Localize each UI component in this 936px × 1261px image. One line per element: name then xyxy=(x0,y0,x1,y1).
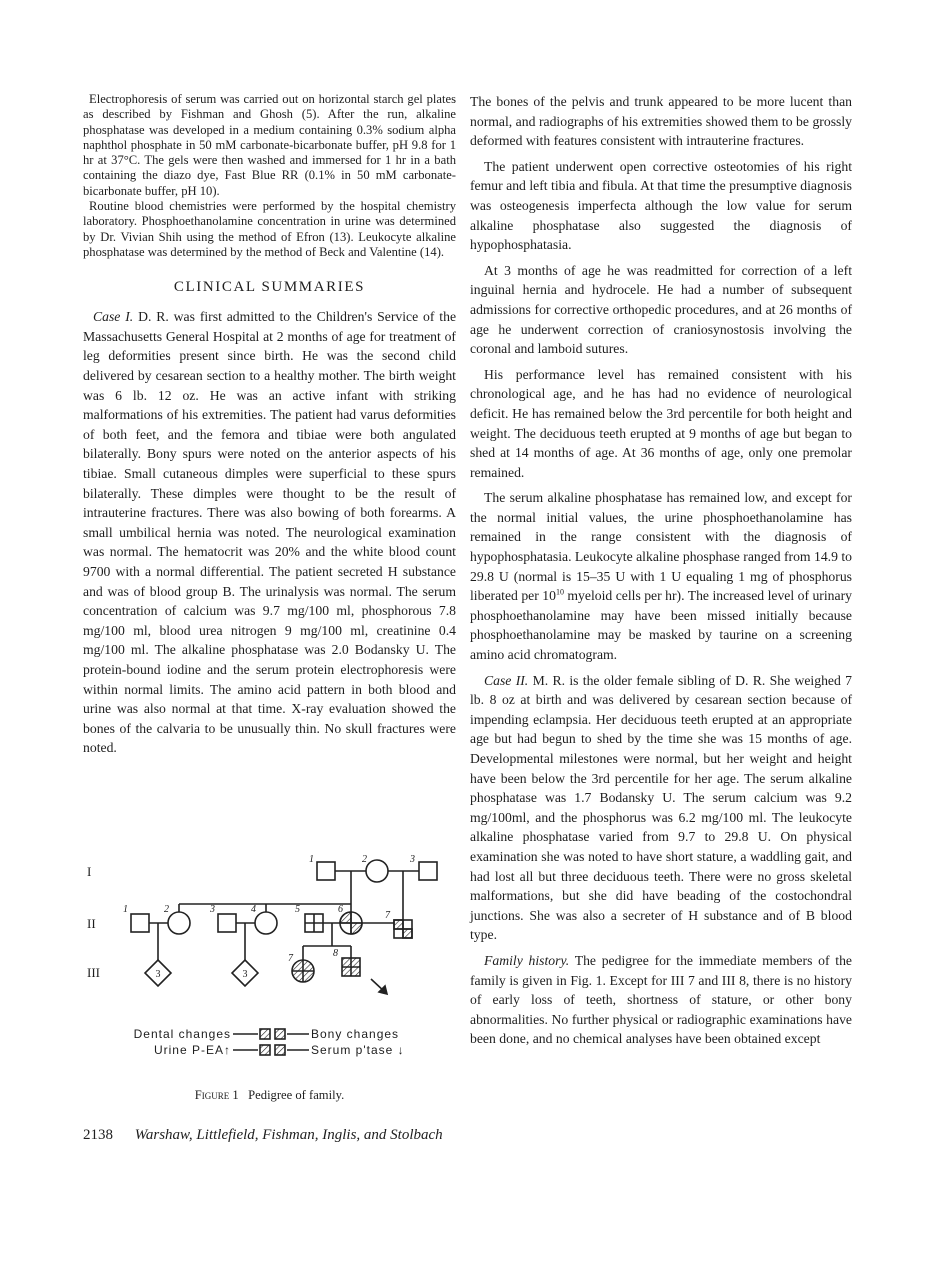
figure-caption-text: Pedigree of family. xyxy=(248,1088,345,1102)
left-column xyxy=(83,92,456,758)
label-III-8: 8 xyxy=(333,948,338,959)
case-2-label: Case II. xyxy=(484,672,529,688)
paragraph-performance: His performance level has remained consistent with his chronological age, and he has had no evidence of neurological deficit. He has remained below the 3rd percentile for both height and weight. The deciduous teeth erupted at 9 months of age but began to shed at 14 months of age. At 36 months of age, only one premolar remained. xyxy=(470,366,852,480)
paragraph-serum-phosphatase-b: myeloid cells per hr). The increased level of urinary phosphoethanolamine may have been missed initially because phosphoethanolamine may be masked by taurine on a screening amino acid chromatogram. xyxy=(470,588,852,663)
right-column xyxy=(470,92,852,1049)
pedigree-II-3-male xyxy=(218,914,236,932)
methods-paragraph-electrophoresis: Electrophoresis of serum was carried out on horizontal starch gel plates as described by Fishman and Ghosh (5). After the run, alkaline phosphatase was developed in a medium containing 0.3% sodium alpha naphthol phosphate in 50 mM carbonate-bicarbonate buffer, pH 9.8 for 1 hr at 37°C. The gels were then washed and immersed for 1 hr in a bath containing the diazo dye, Fast Blue RR (0.1% in 50 mM carbonate-bicarbonate buffer, pH 10). xyxy=(83,92,456,198)
page-footer xyxy=(83,1127,853,1144)
page-number: 2138 xyxy=(83,1127,113,1143)
pedigree-I-2-female xyxy=(366,860,388,882)
legend-dental-changes: Dental changes xyxy=(133,1027,231,1041)
offspring-count-2: 3 xyxy=(242,969,248,980)
label-II-6: 6 xyxy=(338,904,343,915)
family-history-label: Family history. xyxy=(484,952,570,968)
case-2-text: M. R. is the older female sibling of D. R. She weighed 7 lb. 8 oz at birth and was delivered by cesarean section because of impending eclampsia. Her deciduous teeth erupted at an appropriate age but had begun to shed by the time she was 15 months of age. Developmental milestones were normal, but her weight and height have been below the 3rd percentile for her age. The serum alkaline phosphatase was 1.7 Bodansky U. The serum calcium was 9.2 mg/100ml, and the phosphorus was 6.2 mg/100 ml. The leukocyte alkaline phosphatase varied from 9.7 to 29.8 U. On physical examination she was noted to have short stature, a waddling gait, and had lost all but three deciduous teeth. There were no gross skeletal malformations, but she did have beading of the costochondral junctions. She was also a secreter of H substance and of B blood type. xyxy=(470,672,853,943)
offspring-count-1: 3 xyxy=(155,969,161,980)
pedigree-I-3-male xyxy=(419,862,437,880)
case-1-text: D. R. was first admitted to the Children's Service of the Massachusetts General Hospital at 2 months of age for treatment of leg deformities present since birth. He was the second child delivered by cesarean section to a healthy mother. The birth weight was 6 lb. 12 oz. He was an active infant with striking malformations of his extremities. The patient had varus deformities of both feet, and the femora and tibiae were both angulated bilaterally. Bony spurs were noted on the anterior aspects of his tibiae. Small cutaneous dimples were superficial to these spurs bilaterally. These dimples were thought to be the result of intrauterine fractures. There was also bowing of both forearms. A small umbilical hernia was noted. The neurological examination was normal. The hematocrit was 20% and the white blood count 9700 with a normal differential. The patient secreted H substance and was of blood group B. The urinalysis was normal. The serum concentration of calcium was 9.7 mg/100 ml, phosphorous 7.8 mg/100 ml, blood urea nitrogen 9 mg/100 ml, creatinine 0.4 mg/100 ml. The alkaline phosphatase was 2.0 Bodansky U. The protein-bound iodine and the serum protein electrophoresis were within normal limits. The amino acid pattern in both blood and urine was also normal at that time. X-ray evaluation showed the bones of the calvaria to be unusually thin. No skull fractures were noted. xyxy=(83,309,457,756)
pedigree-II-1-male xyxy=(131,914,149,932)
pedigree-II-4-female xyxy=(255,912,277,934)
label-II-7: 7 xyxy=(385,910,390,921)
label-I-2: 2 xyxy=(362,854,367,865)
figure-caption xyxy=(83,1088,456,1103)
pedigree-I-1-male xyxy=(317,862,335,880)
legend-serum-ptase: Serum p'tase ↓ xyxy=(311,1043,405,1057)
case-1-label: Case I. xyxy=(93,309,134,325)
label-II-1: 1 xyxy=(123,904,128,915)
legend-bony-changes: Bony changes xyxy=(311,1027,400,1041)
paragraph-readmission: At 3 months of age he was readmitted for correction of a left inguinal hernia and hydrocele. He had a number of subsequent admissions for corrective orthopedic procedures, and at 26 months of age he underwent correction of craniosynostosis involving the coronal and lamboid sutures. xyxy=(470,262,852,357)
generation-label-III: III xyxy=(87,965,100,980)
label-II-3: 3 xyxy=(210,904,215,915)
label-II-5: 5 xyxy=(295,904,300,915)
family-history-paragraph xyxy=(470,951,852,1049)
paragraph-serum-phosphatase xyxy=(470,488,852,664)
exponent: 10 xyxy=(555,587,564,597)
family-history-text: The pedigree for the immediate members of the family is given in Fig. 1. Except for III 7 and III 8, there is no history of early loss of teeth, shortness of stature, or other bony abnormalities. No further physical or radiographic examinations have been done, and no chemical analyses have been obtained except xyxy=(470,952,852,1047)
paragraph-serum-phosphatase-a: The serum alkaline phosphatase has remained low, and except for the normal initial values, the urine phosphoethanolamine has remained in the range consistent with the diagnosis of hypophosphatasia. Leukocyte alkaline phosphase ranged from 14.9 to 29.8 U (normal is 15–35 U with 1 U equaling 1 mg of phosphorus liberated per 10 xyxy=(470,490,853,604)
generation-label-II: II xyxy=(87,916,96,931)
label-II-2: 2 xyxy=(164,904,169,915)
paragraph-bones: The bones of the pelvis and trunk appeared to be more lucent than normal, and radiographs of his extremities showed them to be grossly deformed with features consistent with intrauterine fractures. xyxy=(470,94,852,149)
label-I-1: 1 xyxy=(309,854,314,865)
pedigree-II-2-female xyxy=(168,912,190,934)
section-heading: CLINICAL SUMMARIES xyxy=(173,279,366,296)
label-II-4: 4 xyxy=(251,904,256,915)
label-I-3: 3 xyxy=(410,854,415,865)
case-1-paragraph xyxy=(83,307,456,758)
label-III-7: 7 xyxy=(288,953,293,964)
generation-label-I: I xyxy=(87,864,92,879)
paragraph-osteotomies: The patient underwent open corrective osteotomies of his right femur and left tibia and fibula. At that time the presumptive diagnosis was osteogenesis imperfecta although the low value for serum alkaline phosphatase also suggested the diagnosis of hypophosphatasia. xyxy=(470,158,852,253)
figure-caption-label: Figure 1 xyxy=(194,1088,239,1102)
pedigree-figure xyxy=(83,846,456,1057)
legend-urine-pea: Urine P-EA↑ xyxy=(153,1043,231,1057)
pedigree-chart xyxy=(83,846,456,1066)
running-authors: Warshaw, Littlefield, Fishman, Inglis, and Stolbach xyxy=(134,1127,443,1143)
case-2-paragraph xyxy=(470,671,852,945)
methods-paragraph-chemistries: Routine blood chemistries were performed by the hospital chemistry laboratory. Phosphoethanolamine concentration in urine was determined by Dr. Vivian Shih using the method of Efron (13). Leukocyte alkaline phosphatase was determined by the method of Beck and Valentine (14). xyxy=(83,199,456,259)
